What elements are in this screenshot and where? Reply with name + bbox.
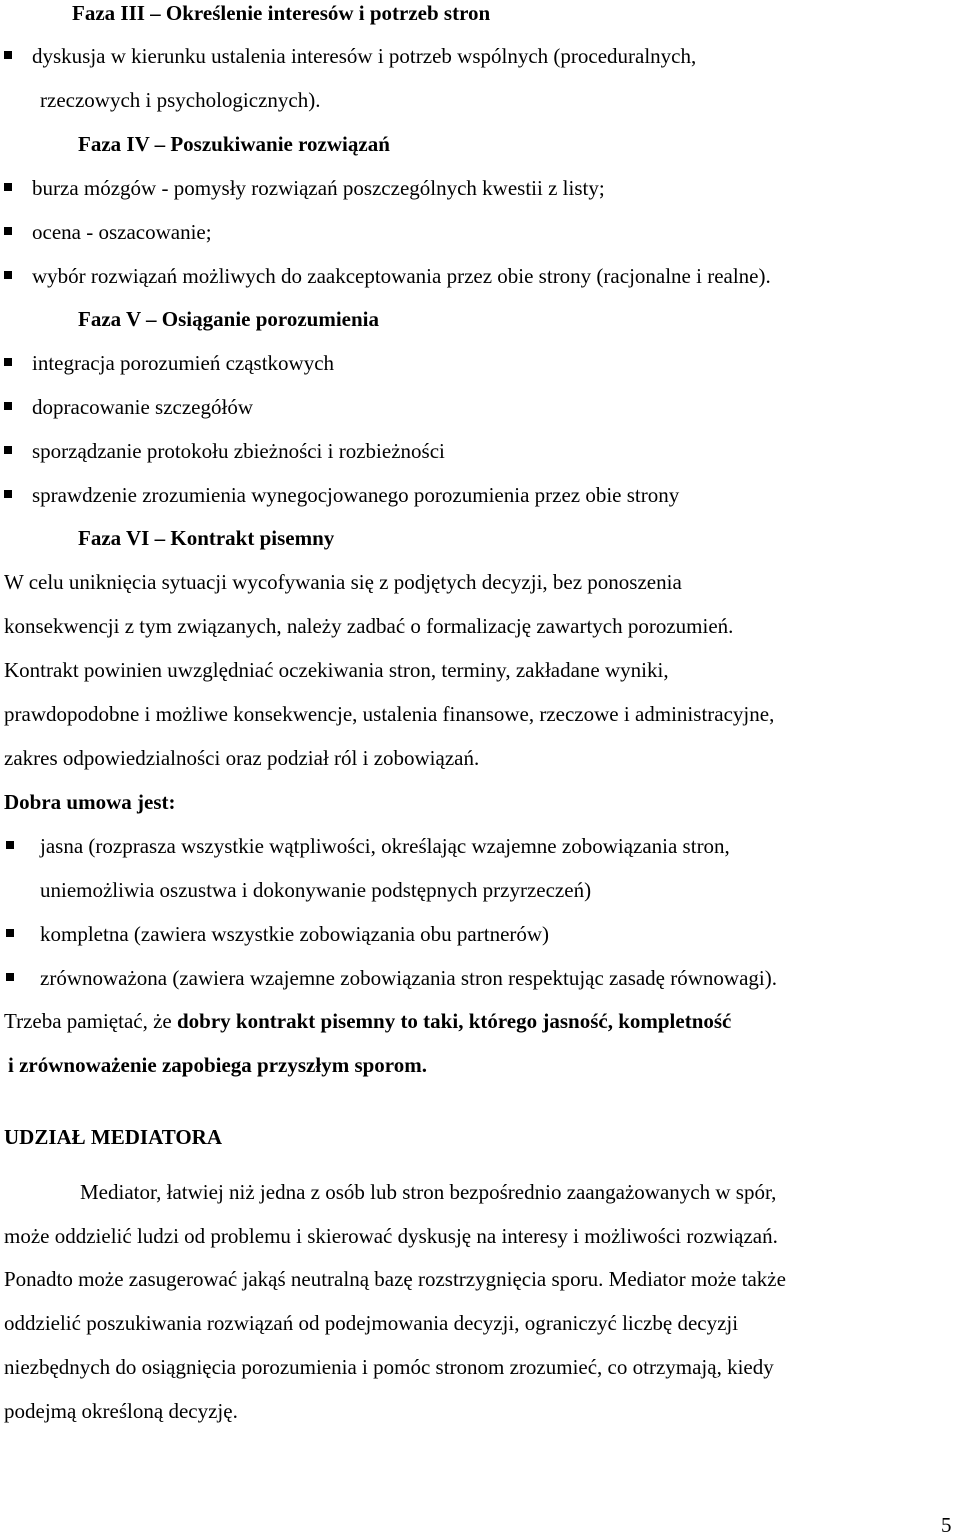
faza5-item: sprawdzenie zrozumienia wynegocjowanego porozumienia przez obie strony (32, 483, 680, 507)
bullet-icon (6, 841, 14, 849)
bullet-icon (4, 446, 12, 454)
mediator-paragraph-line: oddzielić poszukiwania rozwiązań od podejmowania decyzji, ograniczyć liczbę decyzji (4, 1311, 739, 1335)
mediator-paragraph-line: niezbędnych do osiągnięcia porozumienia i pomóc stronom zrozumieć, co otrzymają, kiedy (4, 1355, 774, 1379)
bullet-icon (4, 183, 12, 191)
faza4-item: ocena - oszacowanie; (32, 220, 212, 244)
faza5-heading: Faza V – Osiąganie porozumienia (78, 307, 380, 331)
faza6-paragraph-line: zakres odpowiedzialności oraz podział ról i zobowiązań. (4, 746, 480, 770)
umowa-heading: Dobra umowa jest: (4, 790, 176, 814)
faza5-item: integracja porozumień cząstkowych (32, 351, 335, 375)
faza4-heading: Faza IV – Poszukiwanie rozwiązań (78, 132, 390, 156)
faza6-paragraph-line: Kontrakt powinien uwzględniać oczekiwania stron, terminy, zakładane wyniki, (4, 658, 669, 682)
mediator-paragraph-line: podejmą określoną decyzję. (4, 1399, 238, 1423)
bullet-icon (4, 402, 12, 410)
faza6-paragraph-line: prawdopodobne i możliwe konsekwencje, ustalenia finansowe, rzeczowe i administracyjne, (4, 702, 775, 726)
umowa-item-line2: uniemożliwia oszustwa i dokonywanie podstępnych przyrzeczeń) (40, 878, 592, 902)
bullet-icon (6, 929, 14, 937)
faza3-item-line2: rzeczowych i psychologicznych). (40, 88, 321, 112)
faza6-heading: Faza VI – Kontrakt pisemny (78, 526, 335, 550)
summary-plain: Trzeba pamiętać, że (4, 1009, 177, 1033)
page-number: 5 (941, 1513, 952, 1537)
mediator-paragraph-line: Ponadto może zasugerować jakąś neutralną bazę rozstrzygnięcia sporu. Mediator może także (4, 1267, 786, 1291)
bullet-icon (4, 490, 12, 498)
faza3-item-line1: dyskusja w kierunku ustalenia interesów i potrzeb wspólnych (proceduralnych, (32, 44, 697, 68)
umowa-item: zrównoważona (zawiera wzajemne zobowiązania stron respektując zasadę równowagi). (40, 966, 777, 990)
faza5-item: sporządzanie protokołu zbieżności i rozbieżności (32, 439, 445, 463)
summary-bold: dobry kontrakt pisemny to taki, którego jasność, kompletność (176, 1009, 732, 1033)
faza4-item: burza mózgów - pomysły rozwiązań poszczególnych kwestii z listy; (32, 176, 605, 200)
umowa-item: kompletna (zawiera wszystkie zobowiązania obu partnerów) (40, 922, 550, 946)
bullet-icon (6, 973, 14, 981)
faza3-heading: Faza III – Określenie interesów i potrzeb stron (72, 1, 491, 25)
mediator-paragraph-line: może oddzielić ludzi od problemu i skierować dyskusję na interesy i możliwości rozwiązań. (4, 1224, 778, 1248)
faza4-item: wybór rozwiązań możliwych do zaakceptowania przez obie strony (racjonalne i realne). (32, 264, 771, 288)
mediator-heading: UDZIAŁ MEDIATORA (4, 1125, 222, 1149)
umowa-summary (4, 1008, 731, 1034)
bullet-icon (4, 358, 12, 366)
bullet-icon (4, 227, 12, 235)
mediator-paragraph-line: Mediator, łatwiej niż jedna z osób lub stron bezpośrednio zaangażowanych w spór, (80, 1180, 777, 1204)
bullet-icon (4, 271, 12, 279)
summary-bold-line2: i zrównoważenie zapobiega przyszłym sporom. (8, 1053, 427, 1077)
faza6-paragraph-line: W celu uniknięcia sytuacji wycofywania się z podjętych decyzji, bez ponoszenia (4, 570, 682, 594)
umowa-item-line1: jasna (rozprasza wszystkie wątpliwości, określając wzajemne zobowiązania stron, (40, 834, 730, 858)
bullet-icon (4, 51, 12, 59)
faza5-item: dopracowanie szczegółów (32, 395, 253, 419)
faza6-paragraph-line: konsekwencji z tym związanych, należy zadbać o formalizację zawartych porozumień. (4, 614, 734, 638)
